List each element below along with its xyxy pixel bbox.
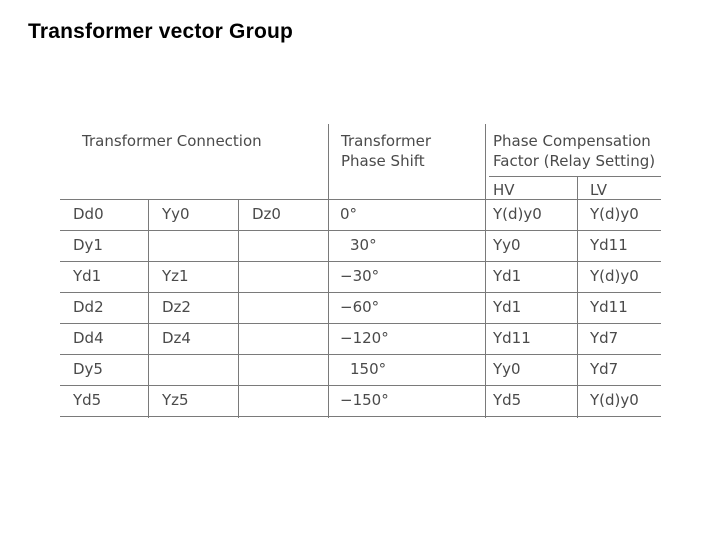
rule-row-3 (60, 292, 661, 293)
col-divider-2 (238, 199, 239, 418)
cell-phase-shift: 30° (350, 236, 377, 254)
cell-connection: Dy5 (73, 360, 103, 378)
cell-hv: Yy0 (493, 236, 521, 254)
cell-hv: Yd1 (493, 267, 522, 285)
cell-hv: Yd5 (493, 391, 522, 409)
cell-connection: Dd4 (73, 329, 104, 347)
cell-hv: Y(d)y0 (493, 205, 542, 223)
cell-connection: Dz4 (162, 329, 191, 347)
cell-lv: Yd7 (590, 329, 619, 347)
rule-row-6 (60, 385, 661, 386)
cell-connection: Yd1 (73, 267, 102, 285)
cell-lv: Yd7 (590, 360, 619, 378)
cell-connection: Yz5 (162, 391, 189, 409)
cell-connection: Yz1 (162, 267, 189, 285)
header-compensation-1: Phase Compensation (493, 132, 651, 150)
header-hv: HV (493, 181, 515, 199)
header-compensation-2: Factor (Relay Setting) (493, 152, 656, 170)
cell-phase-shift: −120° (340, 329, 389, 347)
cell-hv: Yd11 (493, 329, 531, 347)
col-divider-4 (485, 124, 486, 418)
rule-table-bottom (60, 416, 661, 417)
cell-phase-shift: 0° (340, 205, 358, 223)
cell-connection: Dz0 (252, 205, 281, 223)
cell-phase-shift: −150° (340, 391, 389, 409)
cell-lv: Y(d)y0 (590, 391, 639, 409)
cell-phase-shift: 150° (350, 360, 387, 378)
rule-header-bottom (60, 199, 661, 200)
rule-under-compensation-header (489, 176, 661, 177)
rule-row-4 (60, 323, 661, 324)
cell-connection: Yd5 (73, 391, 102, 409)
col-divider-1 (148, 199, 149, 418)
page-title: Transformer vector Group (28, 20, 294, 43)
col-divider-5 (577, 176, 578, 418)
cell-lv: Yd11 (590, 298, 628, 316)
rule-row-1 (60, 230, 661, 231)
cell-connection: Dy1 (73, 236, 103, 254)
cell-phase-shift: −60° (340, 298, 380, 316)
cell-phase-shift: −30° (340, 267, 380, 285)
cell-connection: Yy0 (162, 205, 190, 223)
cell-lv: Yd11 (590, 236, 628, 254)
cell-hv: Yd1 (493, 298, 522, 316)
cell-connection: Dd0 (73, 205, 104, 223)
header-phase-shift-1: Transformer (341, 132, 432, 150)
cell-lv: Y(d)y0 (590, 267, 639, 285)
col-divider-3 (328, 124, 329, 418)
cell-lv: Y(d)y0 (590, 205, 639, 223)
cell-hv: Yy0 (493, 360, 521, 378)
rule-row-2 (60, 261, 661, 262)
rule-row-5 (60, 354, 661, 355)
header-phase-shift-2: Phase Shift (341, 152, 425, 170)
cell-connection: Dd2 (73, 298, 104, 316)
header-lv: LV (590, 181, 607, 199)
cell-connection: Dz2 (162, 298, 191, 316)
header-connection: Transformer Connection (82, 132, 262, 150)
